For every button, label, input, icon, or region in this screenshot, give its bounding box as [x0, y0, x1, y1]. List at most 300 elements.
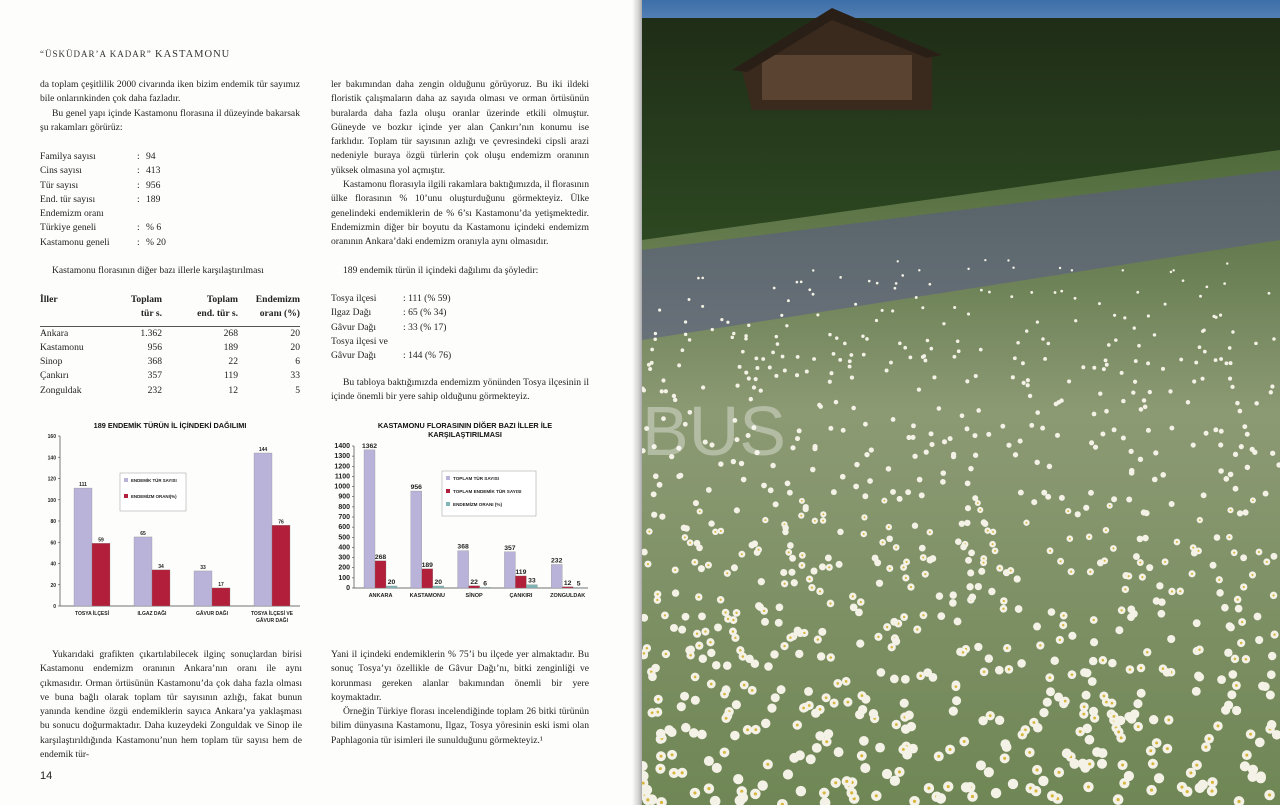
daisy-flower — [836, 561, 843, 568]
daisy-flower — [1134, 359, 1138, 363]
x-tick-label: ILGAZ DAĞI — [137, 611, 167, 617]
daisy-flower — [872, 555, 879, 562]
daisy-flower — [708, 520, 714, 526]
legend-label: TOPLAM ENDEMİK TÜR SAYISI — [453, 489, 522, 494]
daisy-center — [819, 590, 821, 592]
daisy-flower — [981, 519, 987, 525]
stat-separator: : — [137, 151, 140, 162]
daisy-flower — [890, 675, 899, 684]
daisy-flower — [682, 613, 690, 621]
daisy-flower — [747, 376, 751, 380]
daisy-flower — [886, 535, 893, 542]
daisy-center — [834, 781, 837, 784]
stat-separator: : — [137, 179, 140, 191]
daisy-center — [689, 542, 691, 544]
daisy-flower — [918, 269, 920, 271]
daisy-flower — [948, 436, 953, 441]
daisy-flower — [1156, 582, 1163, 589]
table-row — [40, 369, 300, 383]
daisy-flower — [1240, 554, 1247, 561]
daisy-flower — [1168, 389, 1172, 393]
x-tick-label: TOSYA İLÇESİ — [75, 611, 109, 617]
daisy-flower — [1080, 668, 1089, 677]
running-head-prefix: “ÜSKÜDAR’A KADAR” — [40, 49, 152, 59]
daisy-flower — [973, 453, 978, 458]
daisy-flower — [988, 291, 991, 294]
daisy-flower — [969, 593, 976, 600]
daisy-flower — [967, 312, 970, 315]
daisy-flower — [1142, 535, 1149, 542]
daisy-flower — [891, 309, 894, 312]
x-tick-label: GÂVUR DAĞI — [196, 611, 228, 617]
daisy-center — [674, 569, 676, 571]
daisy-flower — [995, 716, 1004, 725]
bar — [386, 586, 397, 588]
daisy-center — [732, 630, 734, 632]
daisy-flower — [1112, 427, 1117, 432]
daisy-flower — [1006, 443, 1011, 448]
daisy-center — [723, 751, 726, 754]
daisy-center — [828, 566, 830, 568]
daisy-flower — [979, 348, 983, 352]
daisy-center — [903, 566, 905, 568]
daisy-flower — [1254, 613, 1262, 621]
daisy-center — [982, 562, 984, 564]
daisy-center — [823, 791, 826, 794]
daisy-center — [1105, 701, 1108, 704]
data-label: 5 — [576, 580, 581, 588]
dist-value: : 33 (% 17) — [403, 321, 447, 333]
daisy-flower — [1074, 319, 1077, 322]
daisy-center — [689, 654, 692, 657]
daisy-center — [1062, 624, 1064, 626]
daisy-center — [808, 578, 810, 580]
legend-label: ENDEMİZM ORANI(%) — [131, 494, 177, 499]
daisy-flower — [1214, 534, 1221, 541]
bar — [375, 561, 386, 588]
daisy-center — [1102, 659, 1105, 662]
daisy-center — [1083, 705, 1086, 708]
daisy-flower — [940, 479, 946, 485]
daisy-flower — [904, 711, 913, 720]
daisy-center — [895, 546, 897, 548]
x-tick-label: ANKARA — [368, 593, 393, 599]
daisy-flower — [730, 731, 740, 741]
legend-label: TOPLAM TÜR SAYISI — [453, 476, 499, 481]
daisy-center — [1180, 786, 1183, 789]
daisy-flower — [1254, 401, 1259, 406]
table-cell: 22 — [228, 356, 238, 368]
y-tick-label: 200 — [338, 564, 350, 572]
daisy-flower — [1256, 771, 1266, 781]
daisy-flower — [940, 470, 946, 476]
daisy-flower — [959, 521, 965, 527]
daisy-center — [1088, 763, 1091, 766]
daisy-flower — [1047, 464, 1052, 469]
paragraph: 189 endemik türün il içindeki dağılımı da şöyledir: — [343, 265, 539, 276]
daisy-flower — [741, 350, 745, 354]
daisy-flower — [701, 277, 704, 280]
daisy-flower — [1267, 670, 1276, 679]
daisy-flower — [1204, 431, 1209, 436]
daisy-center — [913, 800, 916, 803]
daisy-center — [890, 646, 892, 648]
daisy-flower — [854, 303, 857, 306]
daisy-center — [1082, 713, 1085, 716]
daisy-center — [922, 614, 924, 616]
table-cell: 20 — [290, 327, 300, 339]
daisy-flower — [1217, 675, 1226, 684]
daisy-flower — [976, 760, 986, 770]
daisy-flower — [1198, 780, 1208, 790]
daisy-center — [1240, 642, 1242, 644]
daisy-center — [1036, 768, 1039, 771]
daisy-flower — [886, 466, 892, 472]
daisy-flower — [975, 583, 982, 590]
data-label: 12 — [563, 579, 572, 587]
daisy-flower — [1227, 690, 1236, 699]
daisy-flower — [1255, 737, 1265, 747]
daisy-flower — [694, 540, 701, 547]
daisy-flower — [1203, 350, 1207, 354]
daisy-flower — [1026, 383, 1030, 387]
legend-label: ENDEMİK TÜR SAYISI — [131, 478, 177, 483]
daisy-flower — [1255, 636, 1263, 644]
daisy-flower — [1153, 333, 1156, 336]
daisy-flower — [648, 367, 652, 371]
table-cell: 12 — [228, 384, 238, 396]
daisy-flower — [937, 612, 945, 620]
daisy-flower — [805, 369, 809, 373]
stat-value: % 20 — [146, 236, 166, 248]
daisy-center — [784, 583, 786, 585]
daisy-flower — [704, 756, 714, 766]
daisy-flower — [1059, 267, 1061, 269]
daisy-flower — [1240, 761, 1250, 771]
daisy-flower — [908, 744, 918, 754]
daisy-center — [971, 795, 974, 798]
x-tick-label: SİNOP — [465, 593, 483, 599]
daisy-flower — [1148, 390, 1152, 394]
daisy-flower — [1169, 426, 1174, 431]
daisy-flower — [854, 462, 859, 467]
data-label: 119 — [515, 568, 527, 576]
stat-label: Tür sayısı — [40, 179, 79, 191]
daisy-center — [1266, 561, 1268, 563]
daisy-flower — [1228, 472, 1234, 478]
daisy-flower — [771, 351, 775, 355]
daisy-flower — [661, 378, 665, 382]
daisy-flower — [1012, 266, 1014, 268]
daisy-flower — [756, 603, 764, 611]
daisy-flower — [1137, 344, 1141, 348]
daisy-center — [1151, 762, 1154, 765]
daisy-flower — [1038, 776, 1048, 786]
daisy-flower — [1167, 635, 1175, 643]
daisy-flower — [1160, 472, 1166, 478]
daisy-center — [1120, 736, 1123, 739]
daisy-flower — [1267, 720, 1276, 729]
daisy-flower — [1034, 460, 1039, 465]
daisy-flower — [1111, 496, 1117, 502]
dist-row — [331, 306, 531, 320]
bar — [364, 450, 375, 588]
dist-row — [331, 321, 531, 335]
daisy-center — [727, 618, 729, 620]
daisy-flower — [1141, 509, 1147, 515]
daisy-flower — [1029, 423, 1034, 428]
table-header-cell: oranı (%) — [259, 308, 300, 320]
daisy-center — [882, 541, 884, 543]
daisy-center — [1166, 747, 1169, 750]
daisy-center — [962, 651, 965, 654]
daisy-flower — [768, 487, 774, 493]
daisy-center — [1272, 594, 1274, 596]
daisy-flower — [688, 338, 692, 342]
daisy-flower — [791, 579, 798, 586]
daisy-center — [1140, 667, 1143, 670]
data-label: 17 — [218, 581, 224, 588]
daisy-flower — [1233, 452, 1238, 457]
daisy-flower — [953, 306, 956, 309]
daisy-flower — [859, 736, 869, 746]
x-tick-label: ÇANKIRI — [509, 593, 533, 599]
bar — [504, 552, 515, 588]
daisy-flower — [681, 723, 691, 733]
daisy-center — [825, 740, 828, 743]
daisy-flower — [1137, 536, 1144, 543]
paragraph: Bu tabloya baktığımızda endemizm yönünden Tosya ilçesinin il içinde önemli bir yere sahip olduğunu görmekteyiz. — [331, 377, 589, 403]
daisy-flower — [850, 604, 858, 612]
daisy-flower — [804, 687, 813, 696]
daisy-flower — [1172, 269, 1174, 271]
daisy-flower — [864, 452, 869, 457]
daisy-center — [800, 515, 802, 517]
daisy-flower — [850, 376, 854, 380]
daisy-flower — [773, 287, 776, 290]
daisy-flower — [903, 346, 907, 350]
daisy-center — [1233, 552, 1235, 554]
daisy-center — [924, 573, 926, 575]
daisy-flower — [1043, 698, 1052, 707]
daisy-flower — [900, 699, 909, 708]
data-label: 1362 — [361, 442, 378, 450]
daisy-flower — [960, 544, 967, 551]
y-tick-label: 600 — [338, 524, 350, 532]
stat-label: End. tür sayısı — [40, 193, 96, 205]
daisy-center — [1198, 550, 1200, 552]
bar — [212, 588, 230, 606]
comparison-intro: Kastamonu florasının diğer bazı illerle karşılaştırılması — [52, 265, 264, 276]
daisy-flower — [747, 324, 750, 327]
daisy-flower — [966, 583, 973, 590]
daisy-flower — [726, 321, 729, 324]
stat-label: Cins sayısı — [40, 165, 82, 177]
daisy-flower — [1242, 509, 1248, 515]
table-cell: Kastamonu — [40, 341, 84, 353]
daisy-center — [808, 704, 811, 707]
daisy-center — [1179, 590, 1181, 592]
daisy-flower — [917, 477, 923, 483]
daisy-center — [927, 787, 930, 790]
daisy-flower — [720, 318, 723, 321]
y-tick-label: 1300 — [334, 453, 350, 461]
daisy-flower — [1030, 291, 1033, 294]
daisy-center — [709, 641, 711, 643]
daisy-flower — [968, 466, 974, 472]
daisy-center — [743, 684, 746, 687]
stat-separator: : — [137, 165, 140, 177]
daisy-flower — [1098, 391, 1102, 395]
daisy-flower — [1007, 259, 1009, 261]
daisy-flower — [1142, 398, 1146, 402]
daisy-center — [1060, 560, 1062, 562]
daisy-flower — [1169, 501, 1175, 507]
daisy-center — [1064, 700, 1067, 703]
daisy-center — [1171, 590, 1173, 592]
table-header-cell: İller — [40, 294, 58, 305]
daisy-flower — [1092, 747, 1102, 757]
dist-label: Tosya ilçesi ve — [331, 335, 388, 347]
daisy-flower — [890, 618, 898, 626]
daisy-flower — [1018, 490, 1024, 496]
daisy-flower — [1017, 659, 1026, 668]
daisy-flower — [777, 685, 786, 694]
y-tick-label: 1400 — [334, 443, 350, 450]
daisy-flower — [650, 348, 654, 352]
bar — [433, 586, 444, 588]
daisy-flower — [757, 780, 767, 790]
daisy-flower — [828, 426, 833, 431]
daisy-flower — [984, 259, 986, 261]
daisy-flower — [921, 306, 924, 309]
daisy-flower — [1121, 399, 1125, 403]
table-header-cell: Toplam — [206, 294, 238, 305]
daisy-flower — [1191, 550, 1198, 557]
daisy-flower — [1149, 715, 1158, 724]
stat-row — [40, 179, 240, 193]
daisy-flower — [1161, 367, 1165, 371]
x-tick-label-line: TOSYA İLÇESİ VE — [250, 611, 294, 617]
daisy-flower — [752, 385, 756, 389]
legend-label: ENDEMİZM ORANI (%) — [453, 502, 502, 507]
daisy-center — [1087, 785, 1090, 788]
daisy-flower — [1002, 742, 1012, 752]
daisy-flower — [754, 356, 758, 360]
daisy-center — [739, 649, 741, 651]
daisy-flower — [1223, 282, 1226, 285]
daisy-flower — [1191, 442, 1196, 447]
bar — [480, 587, 491, 588]
daisy-center — [1155, 741, 1158, 744]
daisy-flower — [1092, 366, 1096, 370]
daisy-flower — [965, 480, 971, 486]
daisy-flower — [881, 309, 884, 312]
daisy-flower — [651, 491, 657, 497]
daisy-flower — [1067, 379, 1071, 383]
daisy-flower — [681, 525, 687, 531]
daisy-flower — [967, 268, 969, 270]
daisy-center — [1093, 619, 1095, 621]
data-label: 956 — [410, 484, 422, 492]
daisy-flower — [1028, 394, 1032, 398]
daisy-flower — [839, 276, 842, 279]
daisy-flower — [1008, 779, 1018, 789]
daisy-center — [829, 602, 831, 604]
table-cell: 1.362 — [140, 327, 162, 339]
daisy-flower — [796, 355, 800, 359]
daisy-center — [922, 556, 924, 558]
daisy-flower — [782, 525, 788, 531]
daisy-flower — [901, 274, 904, 277]
daisy-center — [707, 787, 710, 790]
daisy-flower — [701, 385, 705, 389]
table-row — [40, 355, 300, 369]
daisy-flower — [816, 313, 819, 316]
daisy-flower — [1090, 638, 1098, 646]
daisy-flower — [776, 603, 784, 611]
daisy-center — [720, 599, 722, 601]
daisy-center — [1137, 725, 1140, 728]
daisy-flower — [985, 654, 993, 662]
daisy-center — [710, 683, 713, 686]
daisy-flower — [837, 529, 843, 535]
daisy-flower — [848, 365, 852, 369]
daisy-flower — [862, 493, 868, 499]
daisy-center — [1079, 730, 1082, 733]
daisy-flower — [771, 693, 780, 702]
daisy-flower — [1068, 632, 1076, 640]
daisy-flower — [774, 374, 778, 378]
daisy-flower — [806, 754, 816, 764]
bar — [458, 551, 469, 588]
x-tick-label — [251, 610, 294, 624]
daisy-flower — [706, 487, 712, 493]
province-comparison-chart — [330, 440, 590, 610]
daisy-flower — [1186, 400, 1190, 404]
daisy-center — [845, 780, 848, 783]
daisy-flower — [861, 335, 864, 338]
daisy-flower — [1158, 610, 1166, 618]
daisy-flower — [1048, 608, 1056, 616]
daisy-flower — [1146, 564, 1153, 571]
x-tick-label: KASTAMONU — [409, 593, 445, 599]
y-tick-label: 100 — [47, 497, 56, 504]
daisy-center — [1150, 789, 1153, 792]
table-header-row — [40, 307, 300, 321]
y-tick-label: 120 — [47, 476, 56, 483]
daisy-center — [1117, 798, 1120, 801]
daisy-center — [1204, 746, 1207, 749]
data-label: 33 — [528, 577, 536, 585]
daisy-center — [1149, 749, 1152, 752]
y-tick-label: 0 — [53, 604, 56, 610]
daisy-flower — [780, 314, 783, 317]
daisy-center — [802, 707, 805, 710]
daisy-center — [698, 644, 700, 646]
daisy-flower — [876, 580, 883, 587]
daisy-flower — [1021, 361, 1025, 365]
table-cell: 189 — [223, 341, 238, 353]
daisy-center — [814, 520, 816, 522]
daisy-center — [801, 564, 803, 566]
daisy-flower — [1074, 297, 1077, 300]
daisy-center — [886, 626, 888, 628]
daisy-flower — [1193, 619, 1201, 627]
daisy-flower — [965, 505, 971, 511]
y-tick-label: 100 — [338, 574, 350, 582]
daisy-flower — [1266, 691, 1275, 700]
